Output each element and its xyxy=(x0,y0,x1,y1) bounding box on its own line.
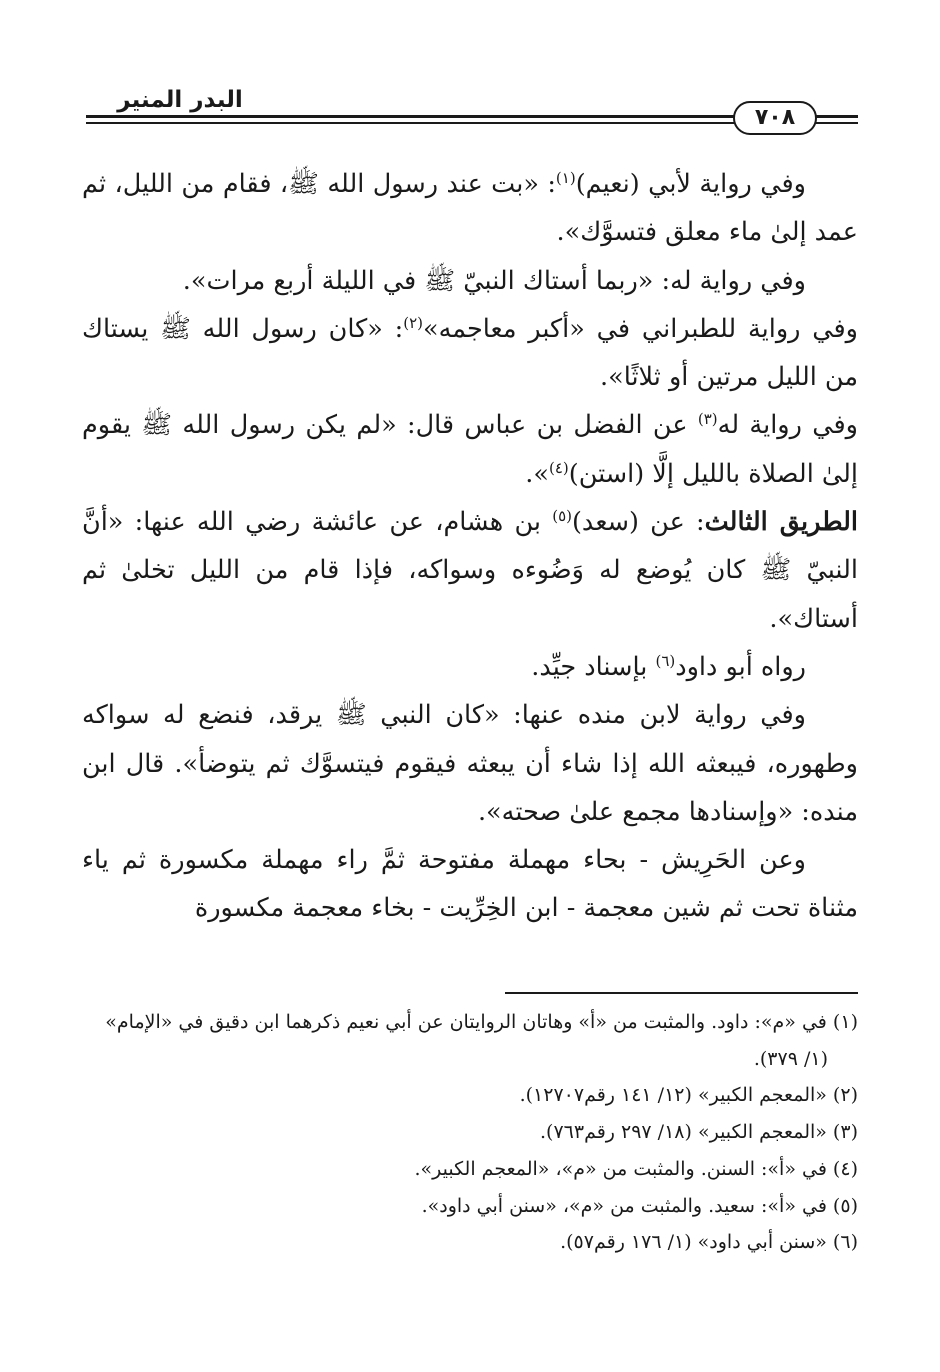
header-rule-thin-right xyxy=(812,122,858,124)
footnote: (٤) في «أ»: السنن. والمثبت من «م»، «المعجم الكبير». xyxy=(414,1157,858,1180)
footnote-ref[interactable]: (١) xyxy=(555,169,576,187)
text-run: ». xyxy=(525,458,549,489)
text-run: : «كان رسول الله ﷺ يستاك من الليل مرتين أو ثلاثًا». xyxy=(82,313,858,393)
footnote: (٢) «المعجم الكبير» (١٢/ ١٤١ رقم١٢٧٠٧). xyxy=(519,1084,858,1107)
footnote-ref[interactable]: (٤) xyxy=(548,458,569,477)
paragraph xyxy=(82,498,858,643)
page-number: ٧٠٨ xyxy=(733,101,817,135)
text-run: : عن (سعد) xyxy=(571,507,705,538)
section-label: الطريق الثالث xyxy=(704,507,858,538)
footnotes xyxy=(82,1004,858,1261)
text-run: بن هشام، عن عائشة رضي الله عنها: «أنَّ النبيّ ﷺ كان يُوضع له وَضُوءه وسواكه، فإذا قام من الليل تخلىٰ ثم أستاك». xyxy=(82,507,858,634)
header-rule-thick xyxy=(86,115,738,118)
footnote: (٦) «سنن أبي داود» (١/ ١٧٦ رقم٥٧). xyxy=(560,1231,858,1254)
footnote-separator xyxy=(505,992,858,994)
text-run: وفي رواية لأبي (نعيم) xyxy=(575,169,806,199)
footnote: (٥) في «أ»: سعيد. والمثبت من «م»، «سنن أبي داود». xyxy=(421,1194,858,1217)
footnote-ref[interactable]: (٥) xyxy=(552,507,572,526)
footnote-ref[interactable]: (٦) xyxy=(655,651,676,670)
footnote-ref[interactable]: (٢) xyxy=(403,313,423,332)
header-rule-thick-right xyxy=(812,115,858,118)
paragraph: وفي رواية لابن منده عنها: «كان النبي ﷺ يرقد، فنضع له سواكه وطهوره، فيبعثه الله إذا شاء أن يبعثه فيقوم فيتسوَّك ثم يتوضأ». قال ابن منده: «وإسنادها مجمع علىٰ صحته». xyxy=(82,700,858,827)
paragraph xyxy=(82,305,858,402)
footnote: (١) في «م»: داود. والمثبت من «أ» وهاتان الروايتان عن أبي نعيم ذكرهما ابن دقيق في «الإمام» (١/ ٣٧٩). xyxy=(105,1011,858,1070)
footnote: (٣) «المعجم الكبير» (١٨/ ٢٩٧ رقم٧٦٣). xyxy=(539,1121,858,1144)
text-run: رواه أبو داود xyxy=(675,651,806,682)
paragraph xyxy=(82,160,858,257)
text-run: وفي رواية له xyxy=(717,410,858,441)
text-run: وفي رواية للطبراني في «أكبر معاجمه» xyxy=(422,313,858,344)
paragraph xyxy=(82,643,858,691)
text-run: : «بت عند رسول الله ﷺ، فقام من الليل، ثم عمد إلىٰ ماء معلق فتسوَّك». xyxy=(82,169,858,248)
paragraph: وفي رواية له: «ربما أستاك النبيّ ﷺ في الليلة أربع مرات». xyxy=(182,265,806,296)
main-text xyxy=(82,160,858,933)
running-title: البدر المنير xyxy=(117,87,243,113)
footnote-ref[interactable]: (٣) xyxy=(697,410,718,429)
header-rule-thin xyxy=(86,122,738,124)
paragraph xyxy=(82,401,858,498)
text-run: بإسناد جيِّد. xyxy=(531,651,656,682)
paragraph: وعن الحَرِيش - بحاء مهملة مفتوحة ثمَّ راء مهملة مكسورة ثم ياء مثناة تحت ثم شين معجمة - ابن الخِرِّيت - بخاء معجمة مكسورة xyxy=(82,845,858,924)
text-run: عن الفضل بن عباس قال: «لم يكن رسول الله ﷺ يقوم إلىٰ الصلاة بالليل إلَّا (استن) xyxy=(82,410,858,489)
